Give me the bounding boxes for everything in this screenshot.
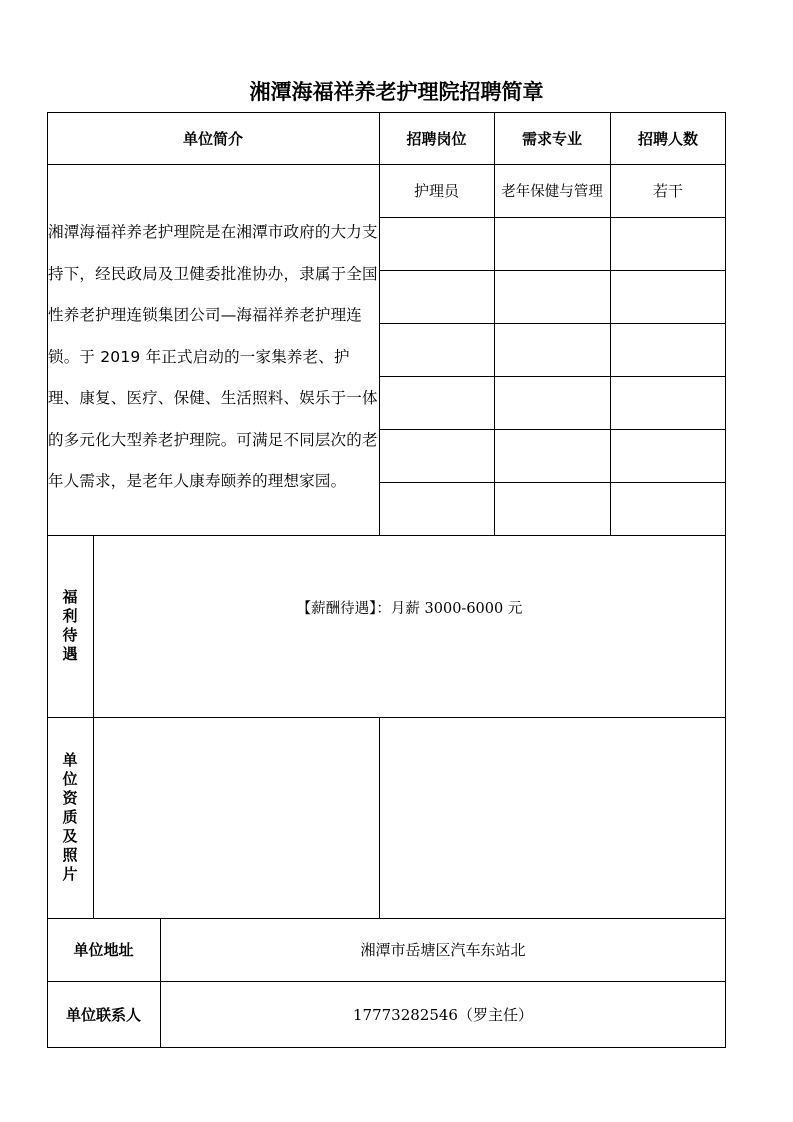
- welfare-content: 【薪酬待遇】：月薪 3000-6000 元: [296, 600, 523, 617]
- contact-value: 17773282546（罗主任）: [353, 1006, 533, 1024]
- row-divider: [379, 376, 726, 377]
- row-divider: [379, 429, 726, 430]
- unit-intro-text: 湘潭海福祥养老护理院是在湘潭市政府的大力支持下，经民政局及卫健委批准协办，隶属于全国性养老护理连锁集团公司—海福祥养老护理连锁。于 2019 年正式启动的一家集养老、护理、康复、医疗、保健、生活照料、娱乐于一体的多元化大型养老护理院。可满足不同层次的老年人需求，是老年人康寿颐养的理想家园。: [48, 223, 378, 490]
- header-major: 需求专业: [521, 129, 582, 148]
- header-position: 招聘岗位: [406, 129, 467, 148]
- qualification-photo-left: [94, 718, 379, 918]
- welfare-label: [47, 535, 93, 717]
- row-divider: [379, 217, 726, 218]
- row-divider: [379, 323, 726, 324]
- header-count: 招聘人数: [637, 129, 698, 148]
- job-count-cell: 若干: [652, 182, 683, 200]
- row-divider: [379, 270, 726, 271]
- address-value: 湘潭市岳塘区汽车东站北: [360, 941, 526, 959]
- page-title: 湘潭海福祥养老护理院招聘简章: [249, 80, 544, 104]
- job-major-cell: 老年保健与管理: [501, 184, 603, 200]
- job-position-cell: 护理员: [413, 182, 459, 200]
- qualification-photo-right: [380, 718, 726, 918]
- contact-label: 单位联系人: [65, 1006, 141, 1024]
- row-divider: [379, 482, 726, 483]
- qualification-label-text: 单位资质及照片: [62, 751, 78, 883]
- qualification-label: [47, 717, 93, 918]
- address-label: 单位地址: [73, 941, 134, 959]
- header-unit-intro: 单位简介: [182, 129, 243, 148]
- welfare-label-text: 福利待遇: [62, 588, 78, 663]
